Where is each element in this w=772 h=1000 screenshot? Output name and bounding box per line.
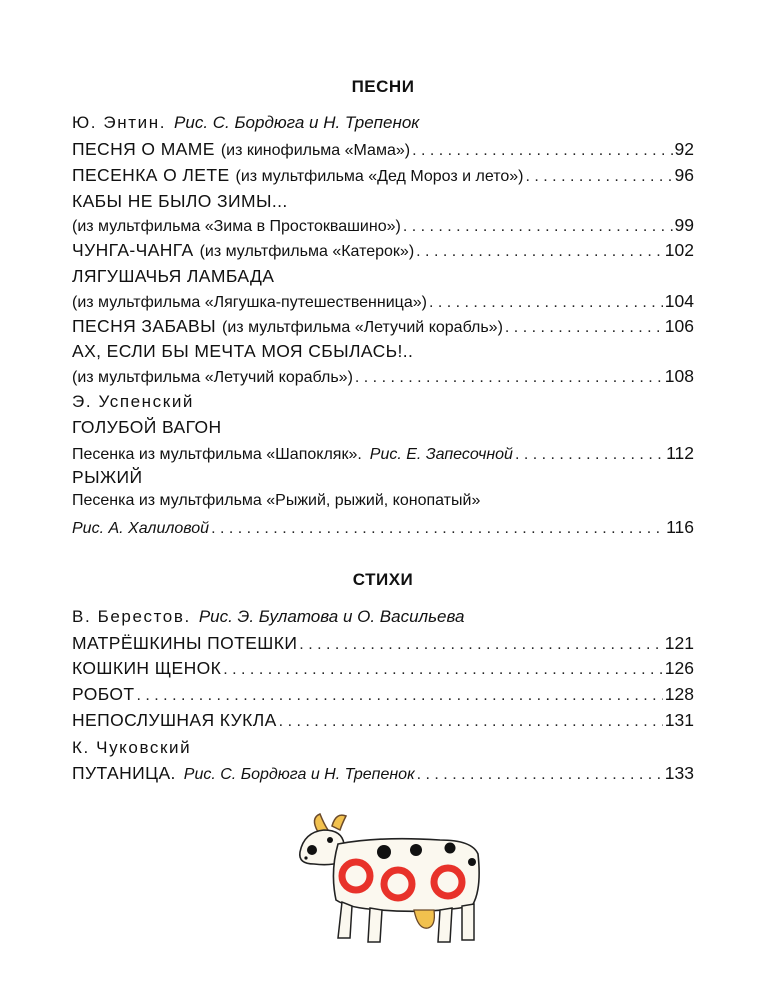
page-number: 121 xyxy=(664,633,694,653)
entry-illustrator: Рис. С. Бордюга и Н. Трепенок xyxy=(183,766,415,783)
entry-title: КАБЫ НЕ БЫЛО ЗИМЫ... xyxy=(72,191,288,211)
entry-title: ГОЛУБОЙ ВАГОН xyxy=(72,417,222,437)
page-number: 116 xyxy=(666,517,694,537)
entry-title: ЛЯГУШАЧЬЯ ЛАМБАДА xyxy=(72,266,275,286)
toc-entry-subline[interactable] xyxy=(72,215,694,239)
entry-title: КОШКИН ЩЕНОК xyxy=(72,658,222,678)
entry-subtitle: (из кинофильма «Мама») xyxy=(220,142,411,159)
entry-title: ПЕСНЯ О МАМЕ xyxy=(72,139,215,159)
entry-illustrator: Рис. А. Халиловой xyxy=(72,520,210,537)
dot-leader xyxy=(412,142,672,160)
entry-title: ЧУНГА-ЧАНГА xyxy=(72,240,194,260)
author-line-uspensky xyxy=(72,392,694,416)
author-line-berestov xyxy=(72,607,694,631)
page-number: 126 xyxy=(664,658,694,678)
toc-entry-title[interactable] xyxy=(72,191,694,215)
dot-leader xyxy=(279,713,663,731)
toc-entry[interactable] xyxy=(72,658,694,682)
entry-title: АХ, ЕСЛИ БЫ МЕЧТА МОЯ СБЫЛАСЬ!.. xyxy=(72,341,414,361)
entry-subtitle: (из мультфильма «Катерок») xyxy=(199,243,415,260)
page-number: 128 xyxy=(664,684,694,704)
author-name: В. Берестов. xyxy=(72,607,191,626)
page-number: 108 xyxy=(664,366,694,386)
page-number: 102 xyxy=(664,240,694,260)
toc-entry-subline[interactable] xyxy=(72,517,694,541)
entry-title: ПЕСЕНКА О ЛЕТЕ xyxy=(72,165,230,185)
section-title-songs: ПЕСНИ xyxy=(351,77,415,96)
toc-entry[interactable] xyxy=(72,763,694,787)
entry-subtitle: Песенка из мультфильма «Рыжий, рыжий, конопатый» xyxy=(72,492,481,509)
page-number: 96 xyxy=(674,165,694,185)
page-number: 92 xyxy=(674,139,694,159)
toc-entry[interactable] xyxy=(72,316,694,340)
dot-leader xyxy=(515,446,664,464)
author-name: К. Чуковский xyxy=(72,738,192,757)
entry-subtitle: Песенка из мультфильма «Шапокляк». xyxy=(72,446,362,463)
entry-title: ПУТАНИЦА. xyxy=(72,763,176,783)
toc-entry-subline[interactable] xyxy=(72,492,694,516)
dot-leader xyxy=(355,369,663,387)
toc-entry-title[interactable] xyxy=(72,417,694,441)
section-title-poems: СТИХИ xyxy=(352,570,414,589)
toc-entry[interactable] xyxy=(72,633,694,657)
illustrators: Рис. Э. Булатова и О. Васильева xyxy=(198,607,465,626)
page-number: 104 xyxy=(664,291,694,311)
toc-entry-title[interactable] xyxy=(72,467,694,491)
entry-subtitle: (из мультфильма «Дед Мороз и лето») xyxy=(235,168,524,185)
dot-leader xyxy=(223,661,663,679)
dot-leader xyxy=(417,766,663,784)
dot-leader xyxy=(416,243,663,261)
toc-entry[interactable] xyxy=(72,240,694,264)
entry-title: ПЕСНЯ ЗАБАВЫ xyxy=(72,316,217,336)
toc-entry[interactable] xyxy=(72,165,694,189)
entry-subtitle: (из мультфильма «Летучий корабль») xyxy=(72,369,353,386)
toc-entry-subline[interactable] xyxy=(72,366,694,390)
entry-title: НЕПОСЛУШНАЯ КУКЛА xyxy=(72,710,277,730)
page-number: 133 xyxy=(664,763,694,783)
page-number: 112 xyxy=(666,443,694,463)
author-name: Ю. Энтин. xyxy=(72,113,167,132)
entry-subtitle: (из мультфильма «Летучий корабль») xyxy=(222,319,503,336)
entry-title: РЫЖИЙ xyxy=(72,467,143,487)
illustrators: Рис. С. Бордюга и Н. Трепенок xyxy=(174,113,420,132)
entry-subtitle: (из мультфильма «Лягушка-путешественница») xyxy=(72,294,427,311)
dot-leader xyxy=(505,319,663,337)
toc-entry[interactable] xyxy=(72,139,694,163)
toc-entry[interactable] xyxy=(72,710,694,734)
toc-entry-title[interactable] xyxy=(72,341,694,365)
dot-leader xyxy=(211,520,664,538)
dot-leader xyxy=(429,294,663,312)
toc-entry-subline[interactable] xyxy=(72,291,694,315)
author-line-entin xyxy=(72,113,694,137)
author-name: Э. Успенский xyxy=(72,392,195,411)
dot-leader xyxy=(403,218,673,236)
author-line-chukovsky xyxy=(72,738,694,762)
page-number: 99 xyxy=(674,215,694,235)
dot-leader xyxy=(137,687,663,705)
entry-title: РОБОТ xyxy=(72,684,135,704)
entry-subtitle: (из мультфильма «Зима в Простоквашино») xyxy=(72,218,401,235)
page-number: 131 xyxy=(664,710,694,730)
cow-illustration xyxy=(290,810,490,950)
entry-illustrator: Рис. Е. Запесочной xyxy=(369,446,513,463)
toc-entry-subline[interactable] xyxy=(72,443,694,467)
dot-leader xyxy=(299,636,663,654)
entry-title: МАТРЁШКИНЫ ПОТЕШКИ xyxy=(72,633,298,653)
toc-entry[interactable] xyxy=(72,684,694,708)
page-number: 106 xyxy=(664,316,694,336)
toc-entry-title[interactable] xyxy=(72,266,694,290)
dot-leader xyxy=(526,168,673,186)
